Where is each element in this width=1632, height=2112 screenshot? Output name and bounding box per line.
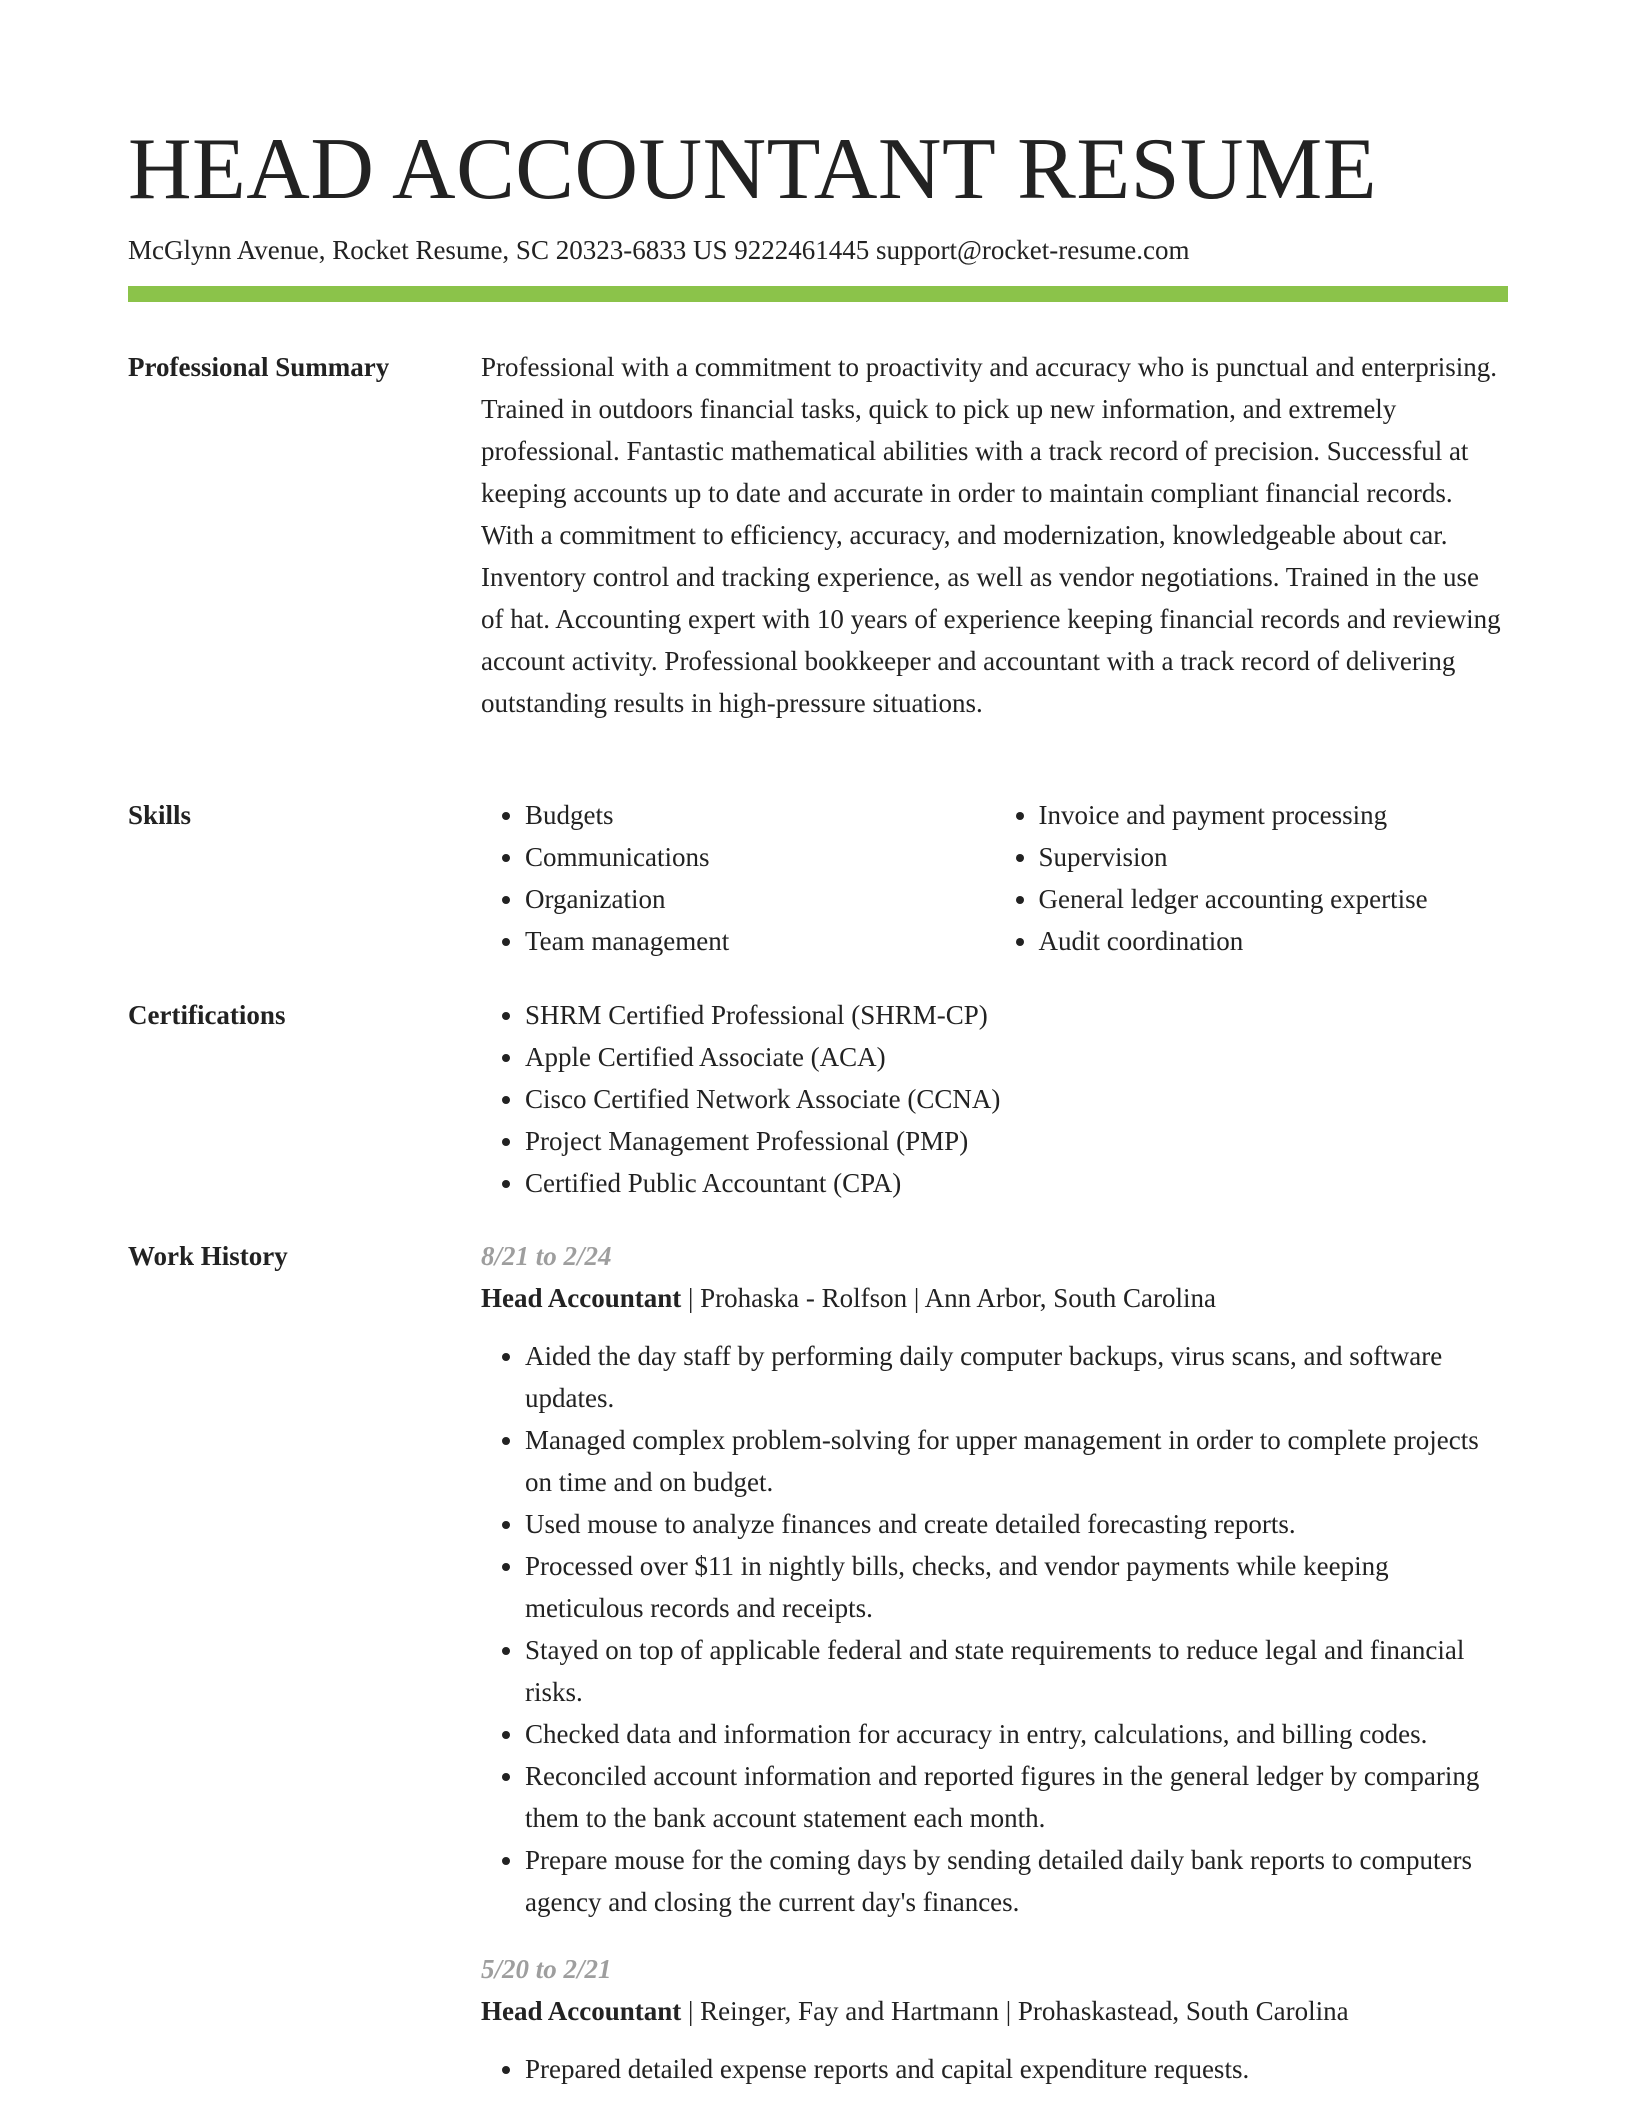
responsibility-item: • Processed over $11 in nightly bills, checks, and vendor payments while keeping meticulous records and receipts. (525, 1545, 1508, 1629)
certification-item: • Project Management Professional (PMP) (525, 1120, 1508, 1162)
responsibility-item: • Stayed on top of applicable federal and state requirements to reduce legal and financial risks. (525, 1629, 1508, 1713)
summary-section (481, 346, 1508, 724)
job-title: Head Accountant (481, 1283, 682, 1313)
skill-item: • General ledger accounting expertise (1039, 878, 1509, 920)
certification-item: • Cisco Certified Network Associate (CCNA) (525, 1078, 1508, 1120)
work-history-label: Work History (128, 1241, 288, 1271)
responsibility-item: • Reconciled account information and reported figures in the general ledger by comparing them to the bank account statement each month. (525, 1755, 1508, 1839)
skill-item: • Supervision (1039, 836, 1509, 878)
skills-column-1 (481, 794, 995, 962)
responsibility-item: • Checked data and information for accuracy in entry, calculations, and billing codes. (525, 1713, 1508, 1755)
skills-section (481, 794, 1508, 962)
resume-title: HEAD ACCOUNTANT RESUME (128, 121, 1378, 218)
job-employer-location: | Reinger, Fay and Hartmann | Prohaskastead, South Carolina (681, 1996, 1349, 2026)
responsibility-item: • Prepare mouse for the coming days by sending detailed daily bank reports to computers agency and closing the current day's finances. (525, 1839, 1508, 1923)
job-title: Head Accountant (481, 1996, 682, 2026)
job-responsibilities (481, 1335, 1508, 1923)
skill-item: • Team management (525, 920, 995, 962)
skill-item: • Budgets (525, 794, 995, 836)
job-employer-location: | Prohaska - Rolfson | Ann Arbor, South Carolina (681, 1283, 1216, 1313)
skill-item: • Invoice and payment processing (1039, 794, 1509, 836)
job-entry (481, 1235, 1508, 1923)
certification-item: • Apple Certified Associate (ACA) (525, 1036, 1508, 1078)
responsibility-item: • Used mouse to analyze finances and create detailed forecasting reports. (525, 1503, 1508, 1545)
responsibility-item: • Prepared detailed expense reports and capital expenditure requests. (525, 2048, 1508, 2090)
certifications-section (481, 994, 1508, 1204)
certification-item: • SHRM Certified Professional (SHRM-CP) (525, 994, 1508, 1036)
summary-label: Professional Summary (128, 352, 390, 382)
skills-label: Skills (128, 800, 192, 830)
job-entry (481, 1948, 1508, 2090)
job-dates: 8/21 to 2/24 (481, 1241, 612, 1271)
contact-info: McGlynn Avenue, Rocket Resume, SC 20323-6833 US 9222461445 support@rocket-resume.com (128, 235, 1190, 265)
summary-text: Professional with a commitment to proactivity and accuracy who is punctual and enterprising. Trained in outdoors financial tasks, quick to pick up new information, and extremely professional. Fantastic mathematical abilities with a track record of precision. Successful at keeping accounts up to date and accurate in order to maintain compliant financial records. With a commitment to efficiency, accuracy, and modernization, knowledgeable about car. Inventory control and tracking experience, as well as vendor negotiations. Trained in the use of hat. Accounting expert with 10 years of experience keeping financial records and reviewing account activity. Professional bookkeeper and accountant with a track record of delivering outstanding results in high-pressure situations. (481, 352, 1501, 718)
skills-column-2 (995, 794, 1509, 962)
certifications-list (481, 994, 1508, 1204)
job-heading (481, 1990, 1508, 2032)
job-dates: 5/20 to 2/21 (481, 1954, 612, 1984)
job-heading (481, 1277, 1508, 1319)
skill-item: • Communications (525, 836, 995, 878)
skill-item: • Organization (525, 878, 995, 920)
certification-item: • Certified Public Accountant (CPA) (525, 1162, 1508, 1204)
job-responsibilities (481, 2048, 1508, 2090)
skill-item: • Audit coordination (1039, 920, 1509, 962)
accent-divider (128, 286, 1508, 302)
responsibility-item: • Managed complex problem-solving for upper management in order to complete projects on time and on budget. (525, 1419, 1508, 1503)
responsibility-item: • Aided the day staff by performing daily computer backups, virus scans, and software updates. (525, 1335, 1508, 1419)
certifications-label: Certifications (128, 1000, 286, 1030)
